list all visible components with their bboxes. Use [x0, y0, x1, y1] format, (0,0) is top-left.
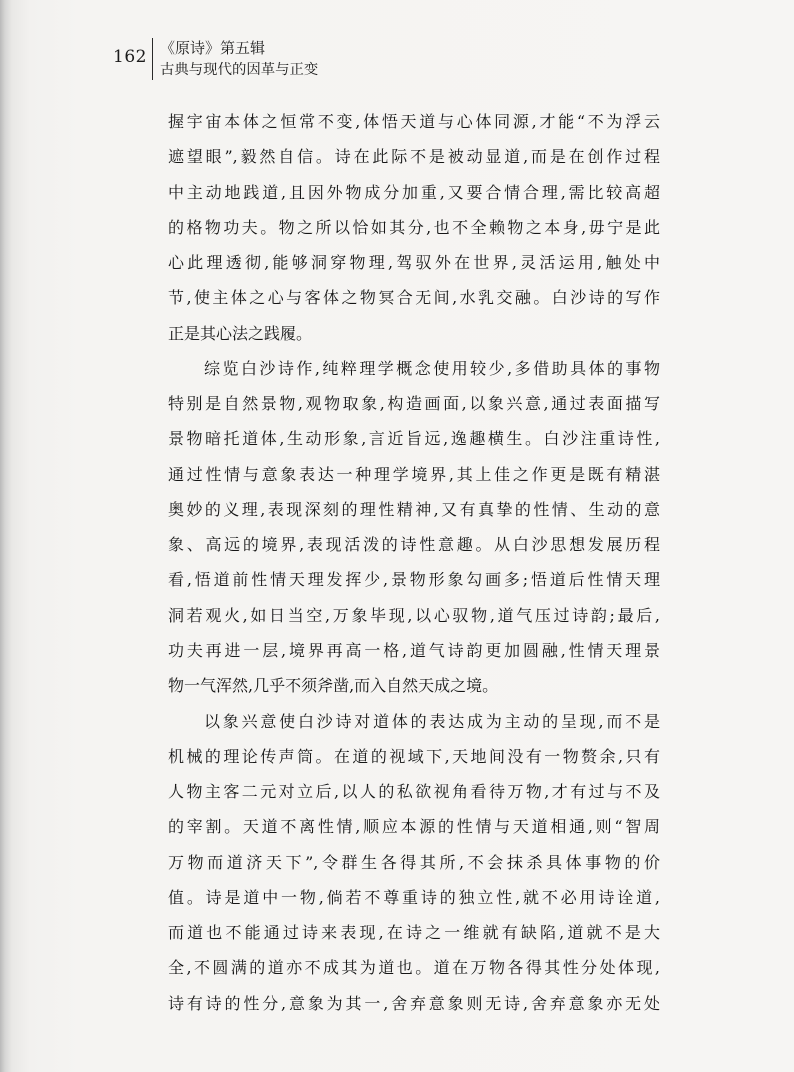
text-line: 人物主客二元对立后,以人的私欲视角看待万物,才有过与不及 [168, 782, 660, 802]
text-line: 中主动地践道,且因外物成分加重,又要合情合理,需比较高超 [168, 182, 660, 202]
text-line: 功夫再进一层,境界再高一格,道气诗韵更加圆融,性情天理景 [168, 640, 660, 660]
text-line: 奥妙的义理,表现深刻的理性精神,又有真挚的性情、生动的意 [168, 499, 660, 519]
text-line: 全,不圆满的道亦不成其为道也。道在万物各得其性分处体现, [168, 958, 660, 978]
text-line: 象、高远的境界,表现活泼的诗性意趣。从白沙思想发展历程 [168, 535, 660, 555]
text-line: 景物暗托道体,生动形象,言近旨远,逸趣横生。白沙注重诗性, [168, 429, 660, 449]
text-line: 值。诗是道中一物,倘若不尊重诗的独立性,就不必用诗诠道, [168, 887, 660, 907]
text-line: 的格物功夫。物之所以恰如其分,也不全赖物之本身,毋宁是此 [168, 217, 660, 237]
paragraph [168, 351, 660, 704]
running-header [0, 0, 794, 90]
text-line: 以象兴意使白沙诗对道体的表达成为主动的呈现,而不是 [204, 711, 660, 731]
text-line: 机械的理论传声筒。在道的视域下,天地间没有一物赘余,只有 [168, 746, 660, 766]
text-line: 遮望眼”,毅然自信。诗在此际不是被动显道,而是在创作过程 [168, 147, 660, 167]
journal-title: 《原诗》第五辑 [160, 39, 266, 57]
paragraph [168, 104, 660, 351]
text-line: 万物而道济天下”,令群生各得其所,不会抹杀具体事物的价 [168, 852, 660, 872]
body-text [168, 104, 660, 1021]
section-title: 古典与现代的因革与正变 [160, 62, 319, 78]
text-line: 特别是自然景物,观物取象,构造画面,以象兴意,通过表面描写 [168, 394, 660, 414]
page-number: 162 [113, 47, 147, 67]
paragraph [168, 704, 660, 1021]
text-line: 看,悟道前性情天理发挥少,景物形象勾画多;悟道后性情天理 [168, 570, 660, 590]
text-line: 综览白沙诗作,纯粹理学概念使用较少,多借助具体的事物 [204, 358, 660, 378]
text-line: 物一气浑然,几乎不须斧凿,而入自然天成之境。 [168, 676, 499, 696]
text-line: 心此理透彻,能够洞穿物理,驾驭外在世界,灵活运用,触处中 [168, 253, 660, 273]
text-line: 的宰割。天道不离性情,顺应本源的性情与天道相通,则“智周 [168, 817, 660, 837]
text-line: 而道也不能通过诗来表现,在诗之一维就有缺陷,道就不是大 [168, 923, 660, 943]
text-line: 诗有诗的性分,意象为其一,舍弃意象则无诗,舍弃意象亦无处 [168, 993, 660, 1013]
text-line: 节,使主体之心与客体之物冥合无间,水乳交融。白沙诗的写作 [168, 288, 660, 308]
text-line: 正是其心法之践履。 [168, 323, 313, 343]
text-line: 握宇宙本体之恒常不变,体悟天道与心体同源,才能“不为浮云 [168, 112, 660, 131]
text-line: 洞若观火,如日当空,万象毕现,以心驭物,道气压过诗韵;最后, [168, 605, 660, 625]
text-line: 通过性情与意象表达一种理学境界,其上佳之作更是既有精湛 [168, 464, 660, 484]
header-divider [152, 38, 153, 80]
